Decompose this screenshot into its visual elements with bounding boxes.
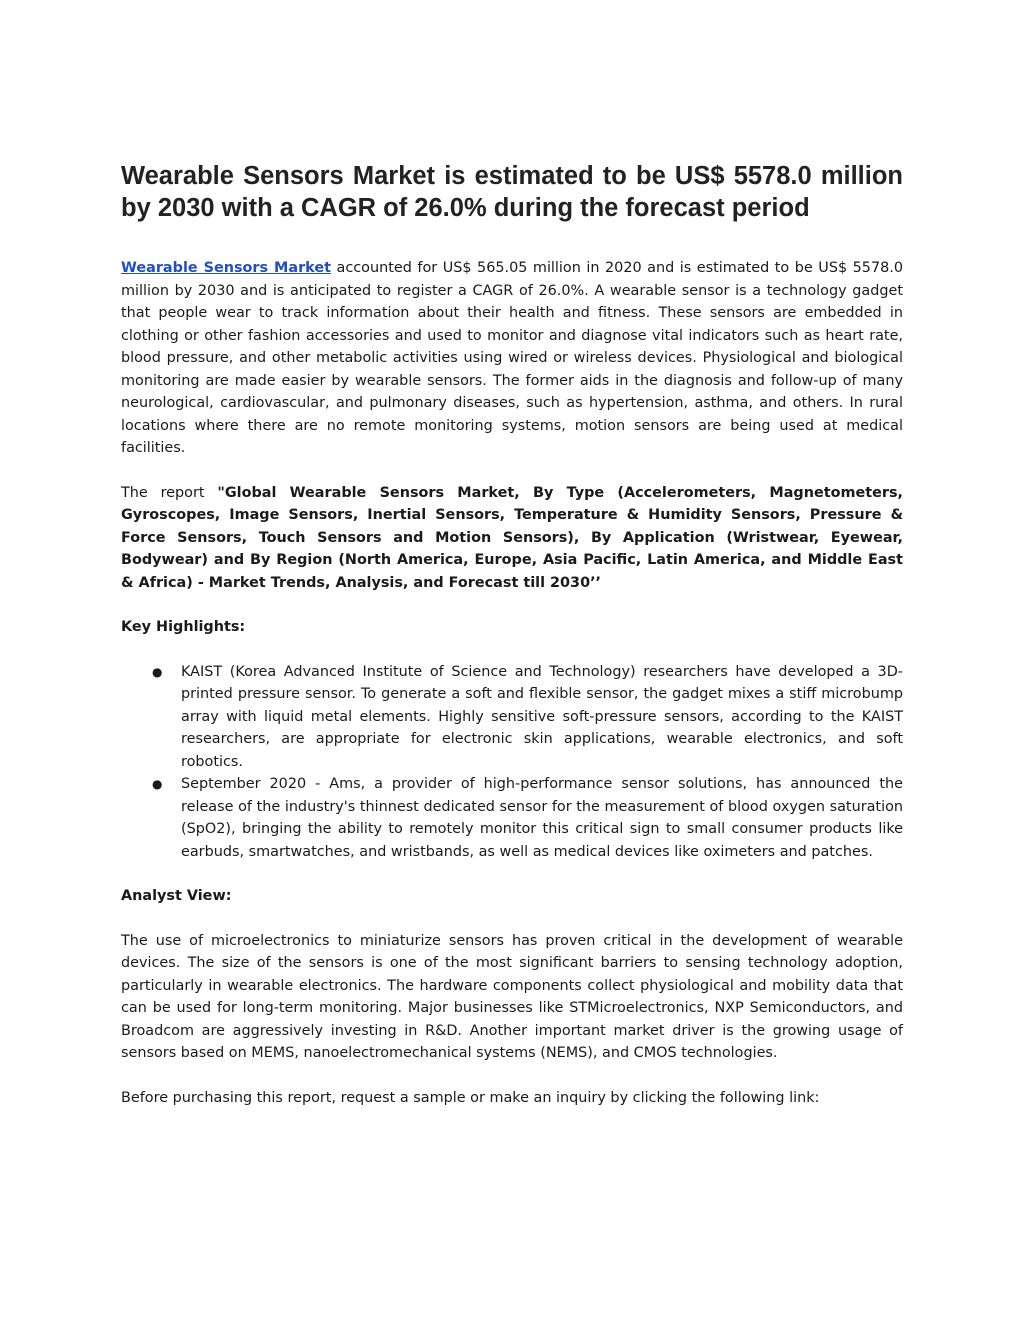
list-item: [121, 661, 903, 774]
key-highlights-heading: Key Highlights:: [121, 619, 246, 635]
intro-paragraph: [121, 257, 903, 460]
bullet-icon: ●: [152, 777, 163, 791]
wearable-sensors-market-link[interactable]: Wearable Sensors Market: [121, 260, 331, 276]
highlight-text: KAIST (Korea Advanced Institute of Science and Technology) researchers have developed a 3D-printed pressure sensor. To generate a soft and flexible sensor, the gadget mixes a stiff microbump array with liquid metal elements. Highly sensitive soft-pressure sensors, according to the KAIST researchers, are appropriate for electronic skin applications, wearable electronics, and soft robotics.: [181, 663, 903, 770]
intro-text: accounted for US$ 565.05 million in 2020 and is estimated to be US$ 5578.0 million by 2030 and is anticipated to register a CAGR of 26.0%. A wearable sensor is a technology gadget that people wear to track information about their health and fitness. These sensors are embedded in clothing or other fashion accessories and used to monitor and diagnose vital indicators such as heart rate, blood pressure, and other metabolic activities using wired or wireless devices. Physiological and biological monitoring are made easier by wearable sensors. The former aids in the diagnosis and follow-up of many neurological, cardiovascular, and pulmonary diseases, such as hypertension, asthma, and others. In rural locations where there are no remote monitoring systems, motion sensors are being used at medical facilities.: [121, 260, 903, 456]
analyst-view-paragraph: The use of microelectronics to miniaturize sensors has proven critical in the development of wearable devices. The size of the sensors is one of the most significant barriers to sensing technology adoption, particularly in wearable electronics. The hardware components collect physiological and mobility data that can be used for long-term monitoring. Major businesses like STMicroelectronics, NXP Semiconductors, and Broadcom are aggressively investing in R&D. Another important market driver is the growing usage of sensors based on MEMS, nanoelectromechanical systems (NEMS), and CMOS technologies.: [121, 932, 903, 1061]
list-item: [121, 773, 903, 863]
key-highlights-list: [121, 661, 903, 864]
document-title: Wearable Sensors Market is estimated to be US$ 5578.0 million by 2030 with a CAGR of 26.0% during the forecast period: [121, 162, 903, 222]
closing-paragraph: Before purchasing this report, request a sample or make an inquiry by clicking the following link:: [121, 1089, 820, 1106]
analyst-view-heading: Analyst View:: [121, 888, 232, 904]
report-title: "Global Wearable Sensors Market, By Type (Accelerometers, Magnetometers, Gyroscopes, Image Sensors, Inertial Sensors, Temperature & Humidity Sensors, Pressure & Force Sensors, Touch Sensors and Motion Sensors), By Application (Wristwear, Eyewear, Bodywear) and By Region (North America, Europe, Asia Pacific, Latin America, and Middle East & Africa) - Market Trends, Analysis, and Forecast till 2030’’: [121, 484, 903, 591]
highlight-text: September 2020 - Ams, a provider of high-performance sensor solutions, has announced the release of the industry's thinnest dedicated sensor for the measurement of blood oxygen saturation (SpO2), bringing the ability to remotely monitor this critical sign to small consumer products like earbuds, smartwatches, and wristbands, as well as medical devices like oximeters and patches.: [181, 776, 903, 860]
document-page: [121, 160, 903, 1109]
bullet-icon: ●: [152, 664, 163, 679]
report-paragraph: [121, 482, 903, 595]
report-prefix: The report: [121, 484, 218, 501]
